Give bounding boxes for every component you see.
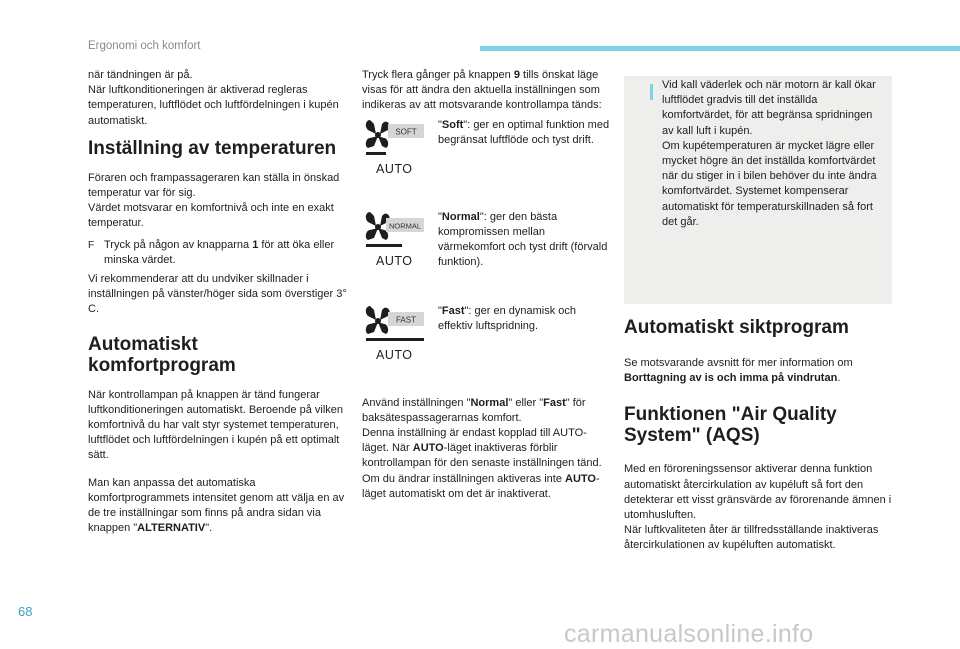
auto-paragraph-1: När kontrollampan på knappen är tänd fungerar luftkonditioneringen automatiskt. Beroende på vilken komfortnivå du har valt styr systemet temperaturen, luftflödet och luftfördelningen i kupén på ett optimalt sätt. bbox=[88, 388, 343, 462]
watermark: carmanualsonline.info bbox=[564, 620, 814, 648]
defog-paragraph: Se motsvarande avsnitt för mer information om Borttagning av is och imma på vindrutan. bbox=[624, 357, 853, 385]
heading-defog: Automatiskt siktprogram bbox=[624, 317, 849, 338]
auto-label: AUTO bbox=[376, 253, 413, 268]
change-paragraph: Om du ändrar inställningen aktiveras inte AUTO-läget automatiskt om det är inaktiverat. bbox=[362, 472, 600, 500]
use-paragraph: Använd inställningen "Normal" eller "Fast" för baksätespassagerarnas komfort. bbox=[362, 396, 586, 424]
mode-soft-text: "Soft": ger en optimal funktion med begränsat luftflöde och tyst drift. bbox=[438, 118, 610, 146]
auto-label: AUTO bbox=[376, 347, 413, 362]
mode-soft bbox=[362, 118, 612, 202]
bullet-marker: F bbox=[88, 239, 95, 251]
mode-fast-text: "Fast": ger en dynamisk och effektiv luftspridning. bbox=[438, 304, 577, 332]
column-3 bbox=[624, 312, 892, 563]
fan-soft-icon bbox=[362, 118, 432, 202]
heading-temperature: Inställning av temperaturen bbox=[88, 137, 337, 159]
temp-paragraph-3: Vi rekommenderar att du undviker skillnader i inställningen på vänster/höger sida som överstiger 3° C. bbox=[88, 273, 347, 316]
temp-paragraph-1: Föraren och frampassageraren kan ställa in önskad temperatur var för sig. bbox=[88, 171, 340, 200]
heading-auto-comfort: Automatiskt komfortprogram bbox=[88, 333, 236, 376]
auto-paragraph-2: Man kan anpassa det automatiska komfortprogrammets intensitet genom att välja en av de tre inställningar som finns på andra sidan via knappen "ALTERNATIV". bbox=[88, 476, 345, 535]
column-2 bbox=[362, 68, 612, 511]
mode-normal-text: "Normal": ger den bästa kompromissen mellan värmekomfort och tyst drift (förvald funktion). bbox=[438, 210, 608, 269]
mode-tag-normal: NORMAL bbox=[388, 221, 422, 231]
page-number: 68 bbox=[18, 604, 33, 619]
aqs-paragraph-2: När luftkvaliteten åter är tillfredsställande inaktiveras återcirkulationen av kupéluften automatiskt. bbox=[624, 524, 879, 552]
press-paragraph: Tryck flera gånger på knappen 9 tills önskat läge visas för att ändra den aktuella inställningen som indikeras av att motsvarande kontrollampa tänds: bbox=[362, 69, 602, 112]
intro-line: när tändningen är på. bbox=[88, 69, 193, 81]
temp-bullet bbox=[88, 238, 350, 268]
fan-normal-icon bbox=[362, 210, 432, 294]
info-text bbox=[662, 78, 882, 230]
info-paragraph-2: Om kupétemperaturen är mycket lägre eller mycket högre än det inställda komfortvärdet när du stiger in i bilen behöver du inte ändra komfortvärdet. Systemet kompenserar automatiskt för temperaturskillnaden så fort det går. bbox=[662, 139, 877, 228]
column-1 bbox=[88, 68, 350, 545]
auto-label: AUTO bbox=[376, 161, 413, 176]
aqs-paragraph-1: Med en föroreningssensor aktiverar denna funktion automatiskt återcirkulation av kupéluft så fort den detekterar ett visst gränsvärde av förorenande ämnen i utomhusluften. bbox=[624, 463, 892, 522]
mode-tag-fast: FAST bbox=[395, 315, 417, 325]
mode-tag-soft: SOFT bbox=[395, 127, 417, 137]
section-title: Ergonomi och komfort bbox=[88, 40, 201, 52]
heading-aqs: Funktionen "Air Quality System" (AQS) bbox=[624, 404, 837, 447]
mode-normal bbox=[362, 210, 612, 294]
temp-paragraph-2: Värdet motsvarar en komfortnivå och inte en exakt temperatur. bbox=[88, 202, 334, 230]
info-paragraph-1: Vid kall väderlek och när motorn är kall ökar luftflödet gradvis till det inställda komfortvärdet, för att begränsa spridningen av kall luft i kupén. bbox=[662, 79, 876, 137]
fan-fast-icon bbox=[362, 304, 432, 388]
info-box bbox=[624, 76, 892, 304]
mode-fast bbox=[362, 304, 612, 388]
header-accent-bar bbox=[480, 46, 960, 51]
info-icon bbox=[650, 84, 653, 100]
link-paragraph: Denna inställning är endast kopplad till AUTO-läget. När AUTO-läget inaktiveras förblir kontrollampan för den senaste inställningen tänd. bbox=[362, 427, 602, 470]
intro-paragraph: När luftkonditioneringen är aktiverad regleras temperaturen, luftflödet och luftfördelningen i kupén automatiskt. bbox=[88, 84, 339, 127]
bullet-text: Tryck på någon av knapparna 1 för att öka eller minska värdet. bbox=[104, 238, 335, 266]
